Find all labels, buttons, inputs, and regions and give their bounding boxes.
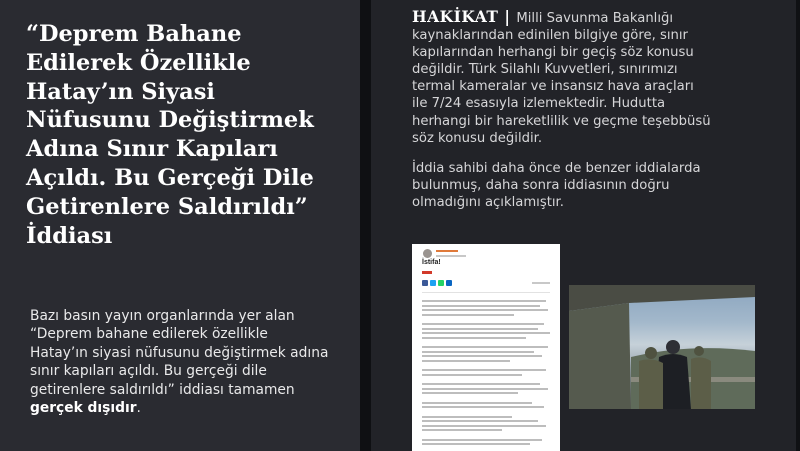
panel-divider (360, 0, 371, 451)
verdict-separator: | (498, 7, 517, 26)
author-handle-bar (436, 255, 466, 257)
document-text-line (422, 429, 502, 431)
roof-eave (569, 285, 755, 311)
pillar (569, 303, 631, 409)
explanation-paragraph: İddia sahibi daha önce de benzer iddialarda bulunmuş, daha sonra iddiasının doğru olmadığını açıklamıştır. (412, 161, 701, 211)
document-text-line (422, 425, 546, 427)
claim-description-end: . (136, 400, 141, 417)
whatsapp-share-icon (438, 280, 444, 286)
document-text-line (422, 355, 542, 357)
claim-description-text: Bazı basın yayın organlarında yer alan “Deprem bahane edilerek özellikle Hatay’ın siyasi nüfusunu değiştirmek adına sınır kapıları açıldı. Bu gerçeği dile getirenlere saldırıldı” iddiası tamamen (30, 308, 329, 398)
document-text-line (422, 346, 548, 348)
soldier-uniform-right (691, 357, 711, 409)
document-text-line (422, 360, 510, 362)
document-text-line (422, 388, 548, 390)
document-text-line (422, 416, 512, 418)
soldiers-photo (569, 285, 755, 409)
verdict-text: Milli Savunma Bakanlığı kaynaklarından edinilen bilgiye göre, sınır kapılarından herhangi bir geçiş söz konusu değildir. Türk Silahlı Kuvvetleri, sınırımızı termal kameralar ve insansız hava araçları ile 7/24 esasıyla izlemektedir. Hudutta herhangi bir hareketlilik ve geçme teşebbüsü söz konusu değildir. (412, 11, 711, 146)
document-text-line (422, 402, 532, 404)
document-text-line (422, 406, 544, 408)
claim-false-emphasis: gerçek dışıdır (30, 400, 137, 417)
soldier-uniform-left (639, 359, 663, 409)
document-text-line (422, 369, 546, 371)
claim-description (30, 307, 330, 417)
claim-title: “Deprem Bahane Edilerek Özellikle Hatay’ın Siyasi Nüfusunu Değiştirmek Adına Sınır Kapıları Açıldı. Bu Gerçeği Dile Getirenlere Saldırıldı” İddiası (26, 21, 314, 249)
document-text-line (422, 351, 534, 353)
document-text-line (422, 314, 514, 316)
document-heading: İstifa! (422, 259, 441, 266)
document-text-line (422, 305, 540, 307)
document-text-line (422, 443, 530, 445)
verdict-label: HAKİKAT (412, 7, 499, 26)
news-photo (569, 285, 755, 409)
document-rule (422, 292, 550, 293)
author-name-bar (436, 250, 458, 252)
officer-head (666, 340, 680, 354)
twitter-share-icon (430, 280, 436, 286)
document-text-line (422, 374, 522, 376)
document-text-line (422, 383, 540, 385)
document-text-line (422, 309, 548, 311)
claim-panel (0, 0, 360, 451)
document-text-line (422, 323, 544, 325)
document-text-line (422, 420, 538, 422)
page-edge (796, 0, 800, 451)
verdict-panel (371, 0, 796, 451)
document-text-line (422, 337, 526, 339)
document-text-line (422, 439, 542, 441)
social-post-screenshot (412, 244, 560, 451)
verdict-paragraph (412, 8, 712, 147)
category-tag (422, 271, 432, 274)
soldier-head-right (694, 346, 704, 356)
text-size-controls (532, 282, 550, 284)
linkedin-share-icon (446, 280, 452, 286)
facebook-share-icon (422, 280, 428, 286)
document-text-line (422, 300, 546, 302)
document-text-line (422, 328, 538, 330)
document-text-line (422, 332, 550, 334)
soldier-head-left (645, 347, 657, 359)
document-text-line (422, 392, 518, 394)
author-avatar (423, 249, 432, 258)
